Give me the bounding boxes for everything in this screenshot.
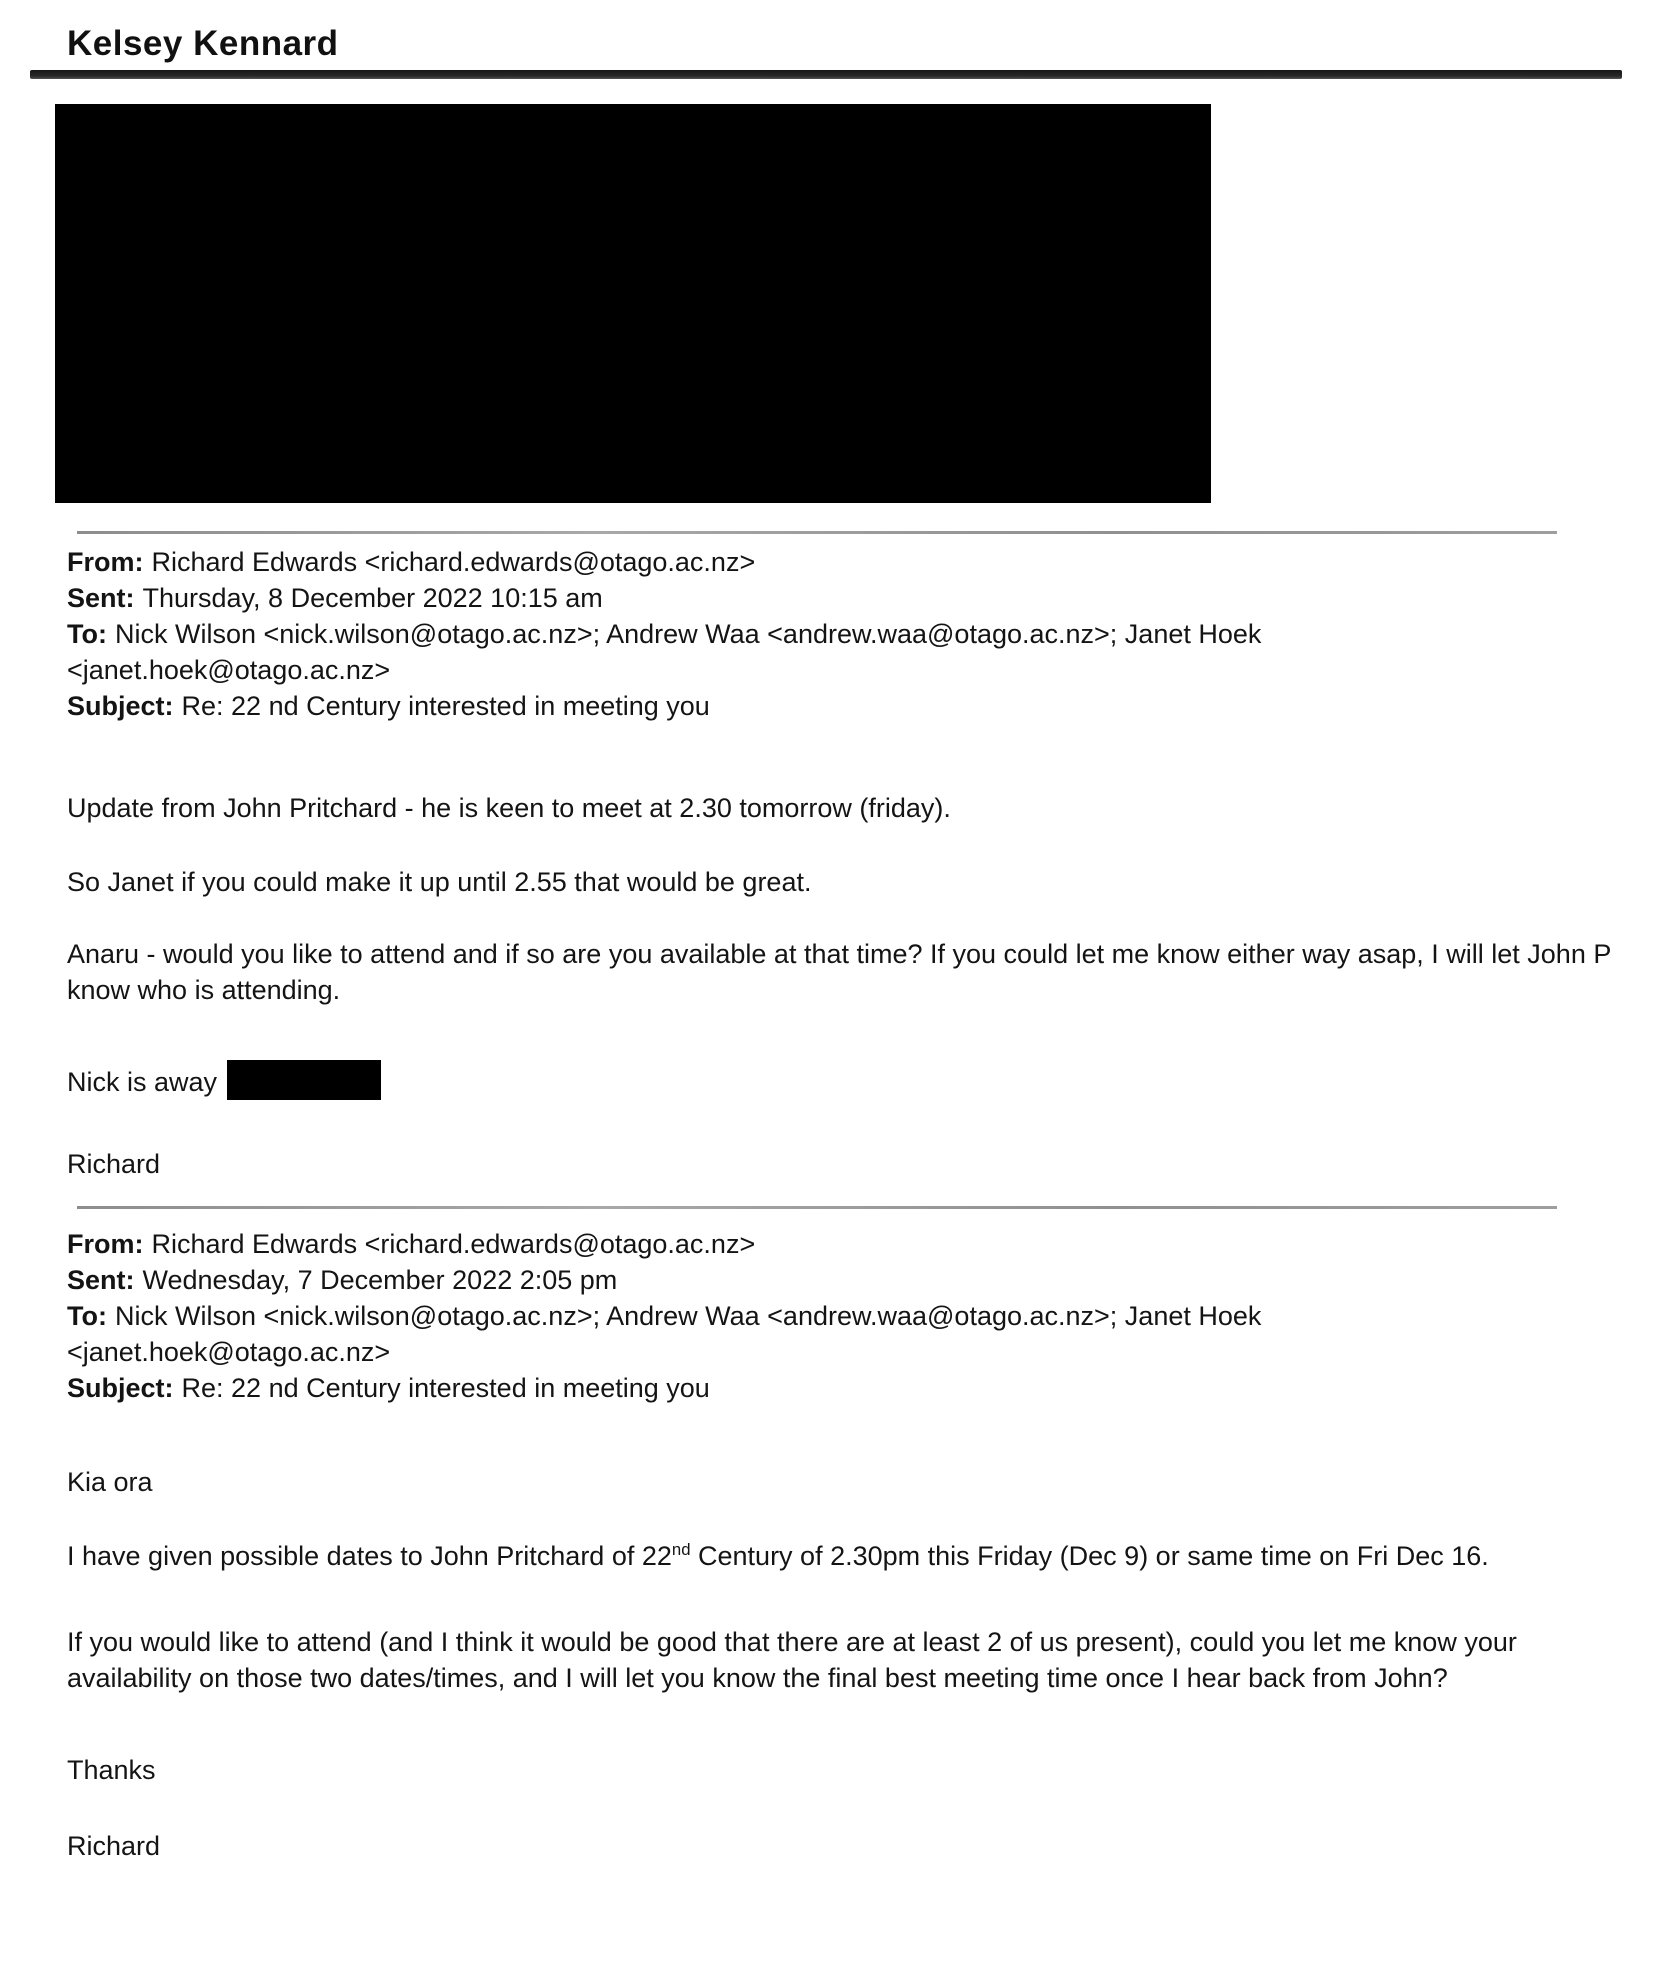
page-title: Kelsey Kennard [67,24,339,63]
email-message-2 [67,1226,1623,1864]
title-underline-rule [30,70,1622,79]
redaction-block-inline [227,1060,381,1100]
email-header-to [67,616,1623,688]
to-value-continued: <janet.hoek@otago.ac.nz> [67,655,391,685]
body-paragraph: Update from John Pritchard - he is keen to meet at 2.30 tomorrow (friday). [67,793,951,823]
email-header-sent [67,580,1623,616]
email-message-1 [67,544,1623,1182]
email-header-sent [67,1262,1623,1298]
from-value: Richard Edwards <richard.edwards@otago.ac.nz> [151,1229,756,1259]
thanks-text: Thanks [67,1755,156,1785]
redaction-block-large [55,104,1211,503]
signoff: Richard [67,1831,161,1861]
email-header-subject [67,688,1623,724]
dates-text-post: Century of 2.30pm this Friday (Dec 9) or same time on Fri Dec 16. [690,1541,1489,1571]
email-divider [77,1206,1557,1209]
to-value: Nick Wilson <nick.wilson@otago.ac.nz>; Andrew Waa <andrew.waa@otago.ac.nz>; Janet Hoek [114,1301,1262,1331]
email-divider [77,531,1557,534]
email-header-from [67,544,1623,580]
email-header-from [67,1226,1623,1262]
to-label: To: [67,1301,107,1331]
ordinal-superscript: nd [671,1540,691,1559]
sent-label: Sent: [67,1265,135,1295]
body-paragraph [67,1538,1623,1574]
signoff: Richard [67,1149,161,1179]
subject-label: Subject: [67,691,174,721]
from-value: Richard Edwards <richard.edwards@otago.ac.nz> [151,547,756,577]
nick-away-text: Nick is away [67,1067,218,1097]
subject-value: Re: 22 nd Century interested in meeting you [181,1373,710,1403]
dates-text-pre: I have given possible dates to John Pritchard of 22 [67,1541,672,1571]
body-paragraph: If you would like to attend (and I think it would be good that there are at least 2 of us present), could you let me know your availability on those two dates/times, and I will let you know the final best meeting time once I hear back from John? [67,1627,1517,1693]
from-label: From: [67,1229,144,1259]
greeting: Kia ora [67,1467,153,1497]
email-header-to [67,1298,1623,1370]
to-value: Nick Wilson <nick.wilson@otago.ac.nz>; Andrew Waa <andrew.waa@otago.ac.nz>; Janet Hoek [114,619,1262,649]
body-paragraph-with-redaction [67,1060,1623,1100]
body-paragraph: So Janet if you could make it up until 2.55 that would be great. [67,867,812,897]
sent-label: Sent: [67,583,135,613]
sent-value: Wednesday, 7 December 2022 2:05 pm [142,1265,618,1295]
subject-label: Subject: [67,1373,174,1403]
sent-value: Thursday, 8 December 2022 10:15 am [142,583,603,613]
subject-value: Re: 22 nd Century interested in meeting you [181,691,710,721]
to-label: To: [67,619,107,649]
body-paragraph: Anaru - would you like to attend and if so are you available at that time? If you could let me know either way asap, I will let John P know who is attending. [67,939,1611,1005]
from-label: From: [67,547,144,577]
email-header-subject [67,1370,1623,1406]
to-value-continued: <janet.hoek@otago.ac.nz> [67,1337,391,1367]
